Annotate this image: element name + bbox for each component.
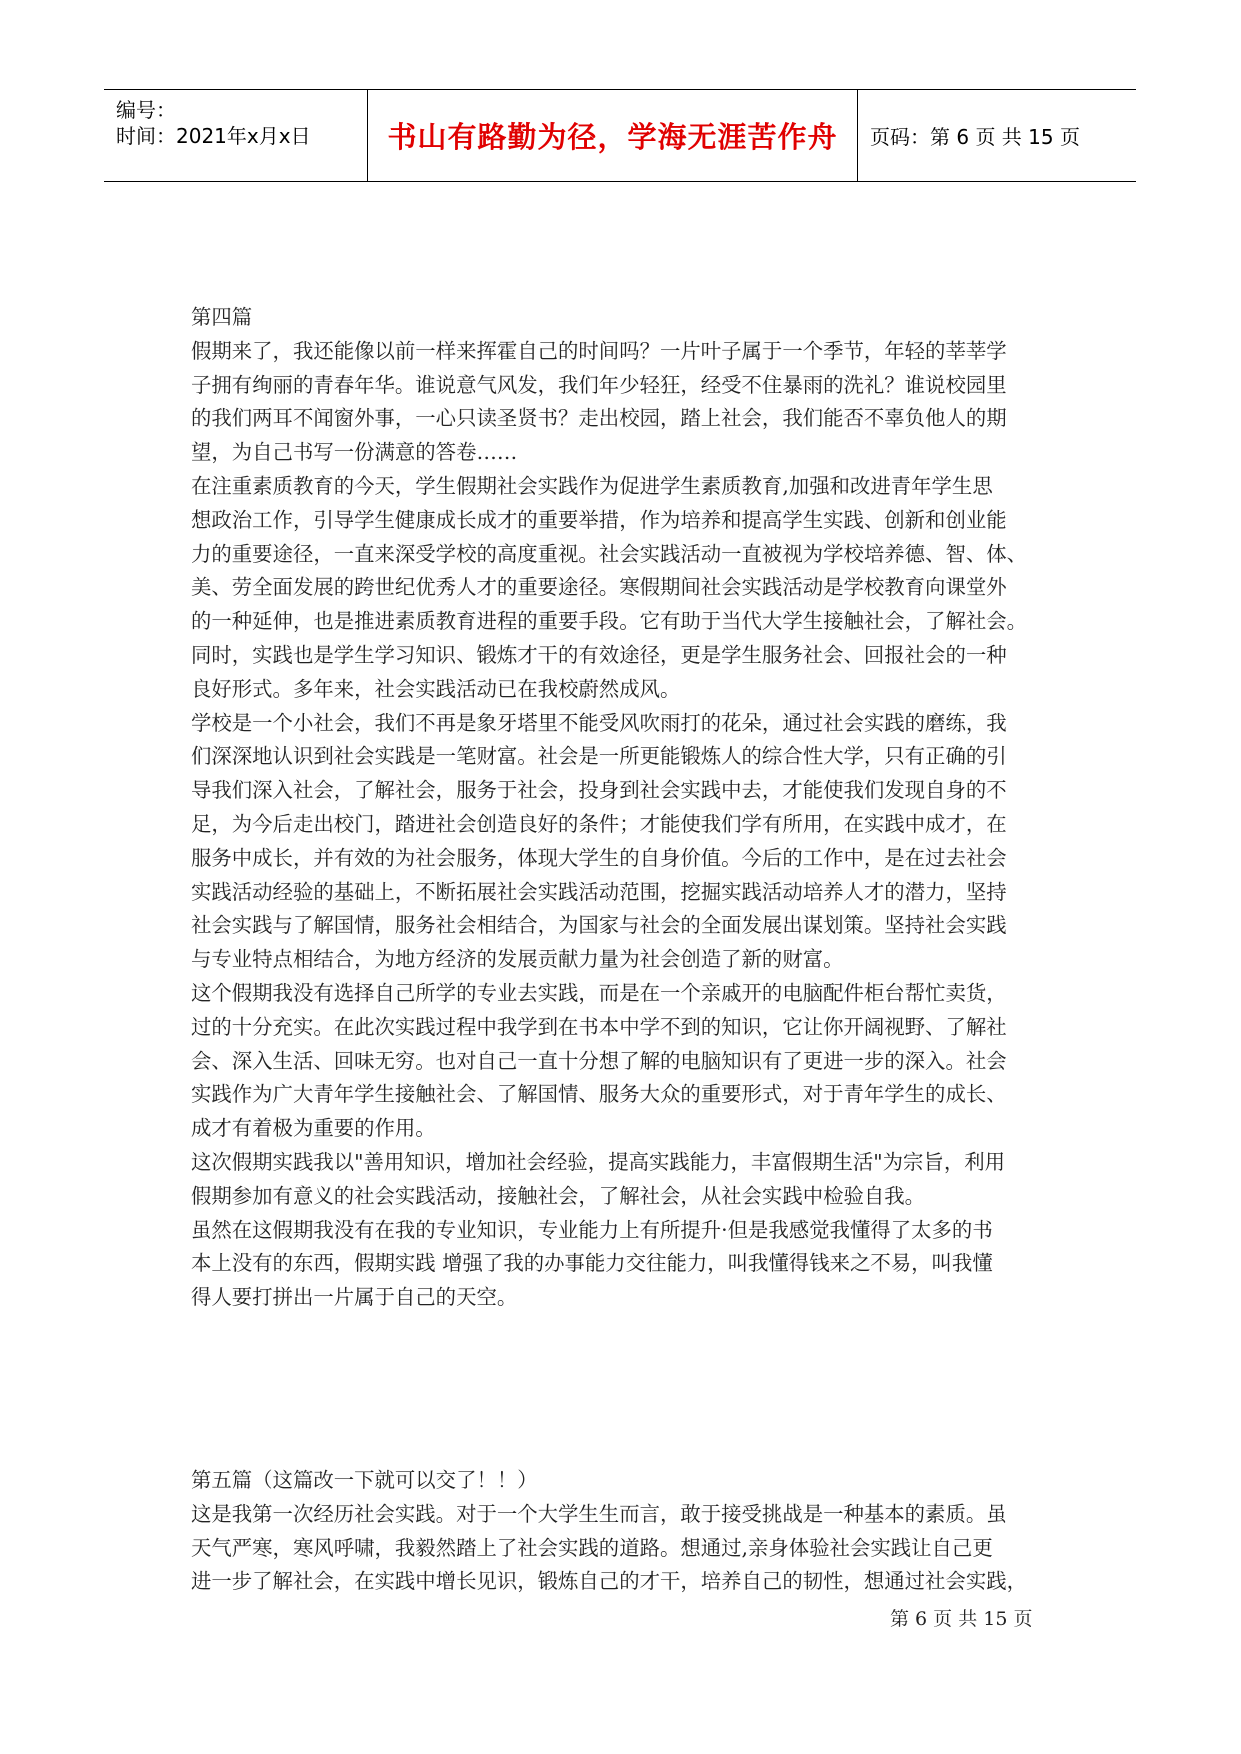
header-page-cell bbox=[858, 90, 1136, 181]
body-line: 们深深地认识到社会实践是一笔财富。社会是一所更能锻炼人的综合性大学，只有正确的引 bbox=[191, 744, 1007, 769]
body-line: 虽然在这假期我没有在我的专业知识，专业能力上有所提升·但是我感觉我懂得了太多的书 bbox=[191, 1217, 993, 1242]
page-label: 页码：第 6 页 共 15 页 bbox=[870, 125, 1080, 149]
document-header bbox=[104, 89, 1136, 182]
header-motto-cell bbox=[368, 90, 858, 181]
body-line: 进一步了解社会，在实践中增长见识，锻炼自己的才干，培养自己的韧性，想通过社会实践， bbox=[191, 1569, 1028, 1594]
body-line: 天气严寒，寒风呼啸，我毅然踏上了社会实践的道路。想通过,亲身体验社会实践让自己更 bbox=[191, 1535, 993, 1560]
body-line: 导我们深入社会，了解社会，服务于社会，投身到社会实践中去，才能使我们发现自身的不 bbox=[191, 778, 1007, 803]
body-line: 力的重要途径，一直来深受学校的高度重视。社会实践活动一直被视为学校培养德、智、体、 bbox=[191, 541, 1028, 566]
body-line: 良好形式。多年来，社会实践活动已在我校蔚然成风。 bbox=[191, 676, 681, 701]
body-line: 子拥有绚丽的青春年华。谁说意气风发，我们年少轻狂，经受不住暴雨的洗礼？谁说校园里 bbox=[191, 372, 1007, 397]
body-line: 成才有着极为重要的作用。 bbox=[191, 1116, 436, 1141]
body-line: 学校是一个小社会，我们不再是象牙塔里不能受风吹雨打的花朵，通过社会实践的磨练，我 bbox=[191, 710, 1007, 735]
body-line: 会、深入生活、回味无穷。也对自己一直十分想了解的电脑知识有了更进一步的深入。社会 bbox=[191, 1048, 1007, 1073]
section-four bbox=[191, 301, 1051, 1315]
body-line: 想政治工作，引导学生健康成长成才的重要举措，作为培养和提高学生实践、创新和创业能 bbox=[191, 507, 1007, 532]
date-label: 时间：2021年x月x日 bbox=[116, 124, 311, 148]
section-five bbox=[191, 1464, 1051, 1599]
body-line: 过的十分充实。在此次实践过程中我学到在书本中学不到的知识，它让你开阔视野、了解社 bbox=[191, 1014, 1007, 1039]
section-four-title: 第四篇 bbox=[191, 305, 253, 329]
body-line: 社会实践与了解国情，服务社会相结合，为国家与社会的全面发展出谋划策。坚持社会实践 bbox=[191, 913, 1007, 938]
body-line: 这次假期实践我以"善用知识，增加社会经验，提高实践能力，丰富假期生活"为宗旨，利用 bbox=[191, 1149, 1005, 1174]
body-line: 得人要打拼出一片属于自己的天空。 bbox=[191, 1285, 518, 1310]
motto: 书山有路勤为径，学海无涯苦作舟 bbox=[387, 120, 838, 154]
body-line: 望，为自己书写一份满意的答卷…… bbox=[191, 440, 518, 465]
number-label: 编号： bbox=[116, 98, 176, 122]
body-line: 足，为今后走出校门，踏进社会创造良好的条件；才能使我们学有所用，在实践中成才，在 bbox=[191, 811, 1007, 836]
body-line: 这是我第一次经历社会实践。对于一个大学生生而言，敢于接受挑战是一种基本的素质。虽 bbox=[191, 1501, 1007, 1526]
body-line: 实践活动经验的基础上，不断拓展社会实践活动范围，挖掘实践活动培养人才的潜力，坚持 bbox=[191, 879, 1007, 904]
body-line: 美、劳全面发展的跨世纪优秀人才的重要途径。寒假期间社会实践活动是学校教育向课堂外 bbox=[191, 575, 1007, 600]
body-line: 实践作为广大青年学生接触社会、了解国情、服务大众的重要形式，对于青年学生的成长、 bbox=[191, 1082, 1007, 1107]
body-line: 假期来了，我还能像以前一样来挥霍自己的时间吗？一片叶子属于一个季节，年轻的莘莘学 bbox=[191, 338, 1007, 363]
body-line: 这个假期我没有选择自己所学的专业去实践，而是在一个亲戚开的电脑配件柜台帮忙卖货， bbox=[191, 980, 1007, 1005]
body-line: 与专业特点相结合，为地方经济的发展贡献力量为社会创造了新的财富。 bbox=[191, 947, 844, 972]
body-line: 假期参加有意义的社会实践活动，接触社会，了解社会，从社会实践中检验自我。 bbox=[191, 1183, 926, 1208]
body-line: 服务中成长，并有效的为社会服务，体现大学生的自身价值。今后的工作中，是在过去社会 bbox=[191, 845, 1007, 870]
body-line: 的我们两耳不闻窗外事，一心只读圣贤书？走出校园，踏上社会，我们能否不辜负他人的期 bbox=[191, 406, 1007, 431]
section-five-body bbox=[191, 1498, 1051, 1599]
body-line: 本上没有的东西，假期实践 增强了我的办事能力交往能力，叫我懂得钱来之不易，叫我懂 bbox=[191, 1251, 993, 1276]
header-info-cell bbox=[104, 90, 368, 181]
section-four-body bbox=[191, 335, 1051, 1315]
page-footer: 第 6 页 共 15 页 bbox=[890, 1608, 1033, 1630]
body-line: 的一种延伸，也是推进素质教育进程的重要手段。它有助于当代大学生接触社会，了解社会。 bbox=[191, 609, 1028, 634]
body-line: 同时，实践也是学生学习知识、锻炼才干的有效途径，更是学生服务社会、回报社会的一种 bbox=[191, 642, 1007, 667]
section-five-title: 第五篇（这篇改一下就可以交了！！） bbox=[191, 1468, 538, 1492]
body-line: 在注重素质教育的今天，学生假期社会实践作为促进学生素质教育,加强和改进青年学生思 bbox=[191, 473, 993, 498]
